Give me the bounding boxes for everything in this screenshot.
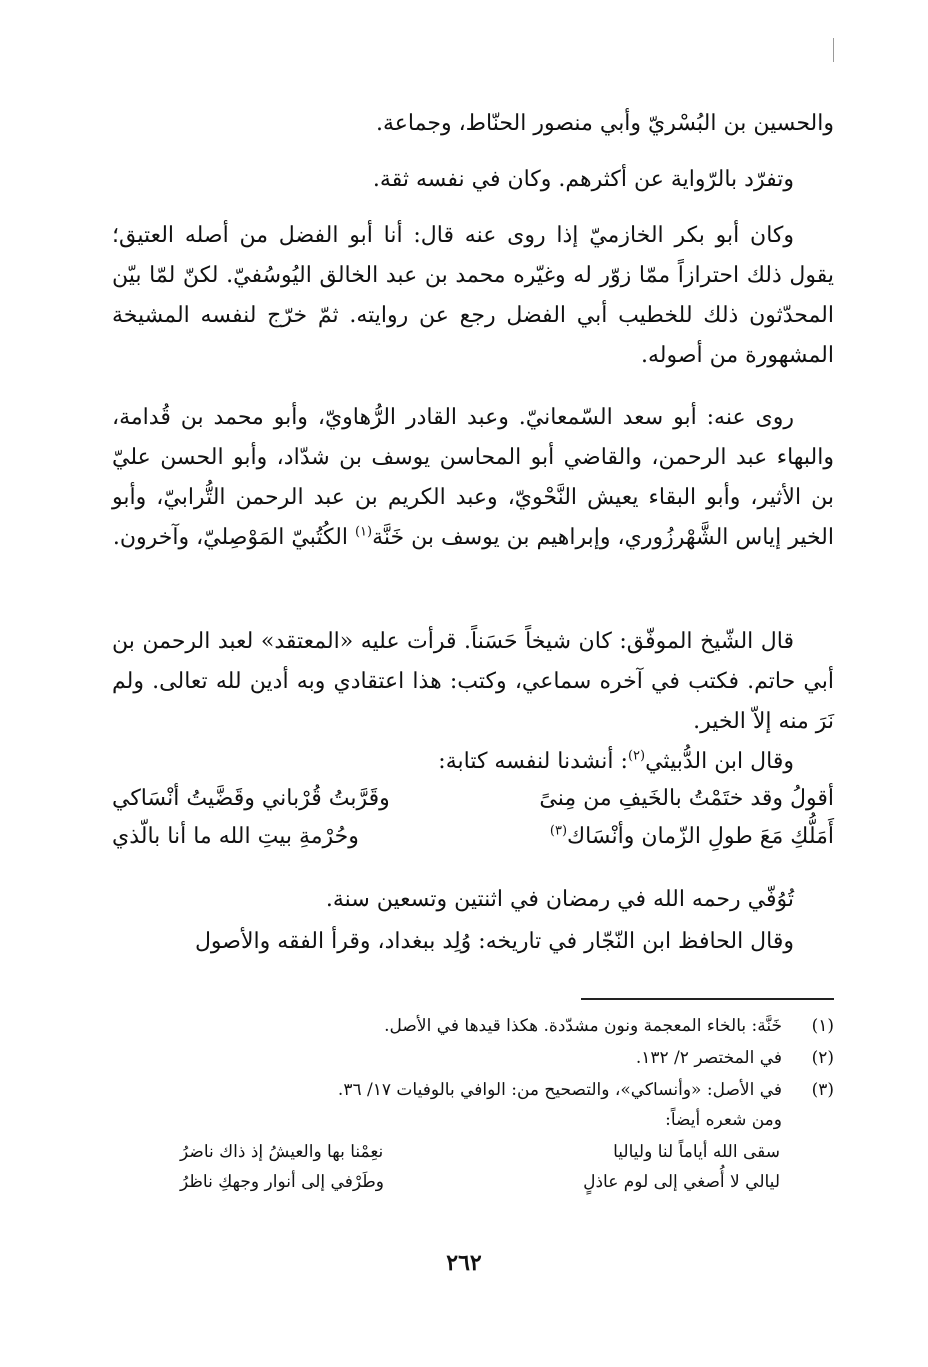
footnote-number: (١)	[811, 1016, 834, 1036]
verse-hemistich-right-text: أَمَلُّكِ مَعَ طولِ الزّمان وأنْسَاك	[567, 824, 834, 849]
verse-hemistich-left: وقَرَّبتُ قُرْباني وقَضَّيتُ أنْسَاكي	[112, 786, 390, 811]
paragraph-2: وتفرّد بالرّواية عن أكثرهم. وكان في نفسه ثقة.	[372, 167, 794, 192]
footnote-ref-2[interactable]: (٢)	[627, 748, 646, 764]
footnote-text: في المختصر ٢/ ١٣٢.	[635, 1048, 782, 1068]
paragraph-6-tail: : أنشدنا لنفسه كتابة:	[438, 749, 628, 774]
verse-hemistich-right	[550, 824, 834, 849]
paragraph-6-text: وقال ابن الدُّبيثي	[645, 749, 794, 774]
verse-hemistich-right: أقولُ وقد ختَمْتُ بالخَيفِ من مِنىً	[539, 786, 834, 811]
paragraph-8: وقال الحافظ ابن النّجّار في تاريخه: وُلِد ببغداد، وقرأ الفقه والأصول	[194, 929, 794, 954]
footnote-2	[270, 1048, 834, 1076]
paragraph-4-text: روى عنه: أبو سعد السّمعانيّ. وعبد القادر الرُّهاويّ، وأبو محمد بن قُدامة، والبهاء عبد الرحمن، والقاضي أبو المحاسن يوسف بن شدّاد، وأبو الحسن عليّ بن الأثير، وأبو البقاء يعيش النَّحْويّ، وعبد الكريم بن عبد الرحمن التُّرابيّ، وأبو الخير إياس الشَّهْرزُوري، وإبراهيم بن يوسف بن خَنَّة	[112, 405, 834, 550]
footnote-1	[270, 1016, 834, 1044]
footnote-number: (٣)	[811, 1080, 834, 1100]
verse-hemistich-left: نعِمْنا بها والعيشُ إذ ذاك ناضرُ	[180, 1142, 384, 1162]
footnote-verse-line	[180, 1142, 780, 1172]
verse-hemistich-left: وطَرْفي إلى أنوار وجهكِ ناظرُ	[180, 1172, 384, 1192]
page-number: ٢٦٢	[446, 1250, 482, 1276]
verse-hemistich-left: وحُرْمةِ بيتِ الله ما أنا بالّذي	[112, 824, 359, 849]
paragraph-7: تُوُفّي رحمه الله في رمضان في اثنتين وتسعين سنة.	[325, 887, 794, 912]
verse-line	[112, 786, 834, 822]
footnote-number: (٢)	[811, 1048, 834, 1068]
margin-mark	[833, 38, 834, 62]
footnote-3-continuation	[270, 1110, 834, 1138]
paragraph-4-tail: الكُتُبيّ المَوْصِليّ، وآخرون.	[112, 525, 355, 550]
paragraph-3: وكان أبو بكر الخازميّ إذا روى عنه قال: أنا أبو الفضل من أصله العتيق؛ يقول ذلك احترازاً ممّا زوّر له وغيّره محمد بن عبد الخالق اليُوسُفيّ. لكنّ لمّا بيّن المحدّثون ذلك للخطيب أبي الفضل رجع عن روايته. ثمّ خرّج لنفسه المشيخة المشهورة من أصوله.	[112, 223, 834, 368]
footnote-3	[270, 1080, 834, 1108]
footnote-text: في الأصل: «وأنساكي»، والتصحيح من: الوافي بالوفيات ١٧/ ٣٦.	[337, 1080, 782, 1100]
footnote-text: خَنَّة: بالخاء المعجمة ونون مشدّدة. هكذا قيدها في الأصل.	[384, 1016, 782, 1036]
footnote-verse-line	[180, 1172, 780, 1202]
paragraph-6	[112, 742, 834, 782]
footnote-ref-1[interactable]: (١)	[354, 524, 373, 540]
footnote-ref-3[interactable]: (٣)	[549, 823, 568, 839]
paragraph-5: قال الشّيخ الموفّق: كان شيخاً حَسَناً. قرأت عليه «المعتقد» لعبد الرحمن بن أبي حاتم. فكتب في آخره سماعي، وكتب: هذا اعتقادي وبه أدين لله تعالى. ولم نَرَ منه إلاّ الخير.	[112, 629, 834, 734]
paragraph-1: والحسين بن البُسْريّ وأبي منصور الحنّاط، وجماعة.	[376, 111, 834, 136]
verse-line	[112, 824, 834, 860]
verse-hemistich-right: سقى الله أياماً لنا ولياليا	[613, 1142, 780, 1162]
footnote-text: ومن شعره أيضاً:	[665, 1110, 782, 1130]
verse-hemistich-right: ليالي لا أُصغي إلى لوم عاذلٍ	[583, 1172, 780, 1192]
footnote-divider	[581, 998, 834, 1000]
paragraph-4	[112, 398, 834, 558]
